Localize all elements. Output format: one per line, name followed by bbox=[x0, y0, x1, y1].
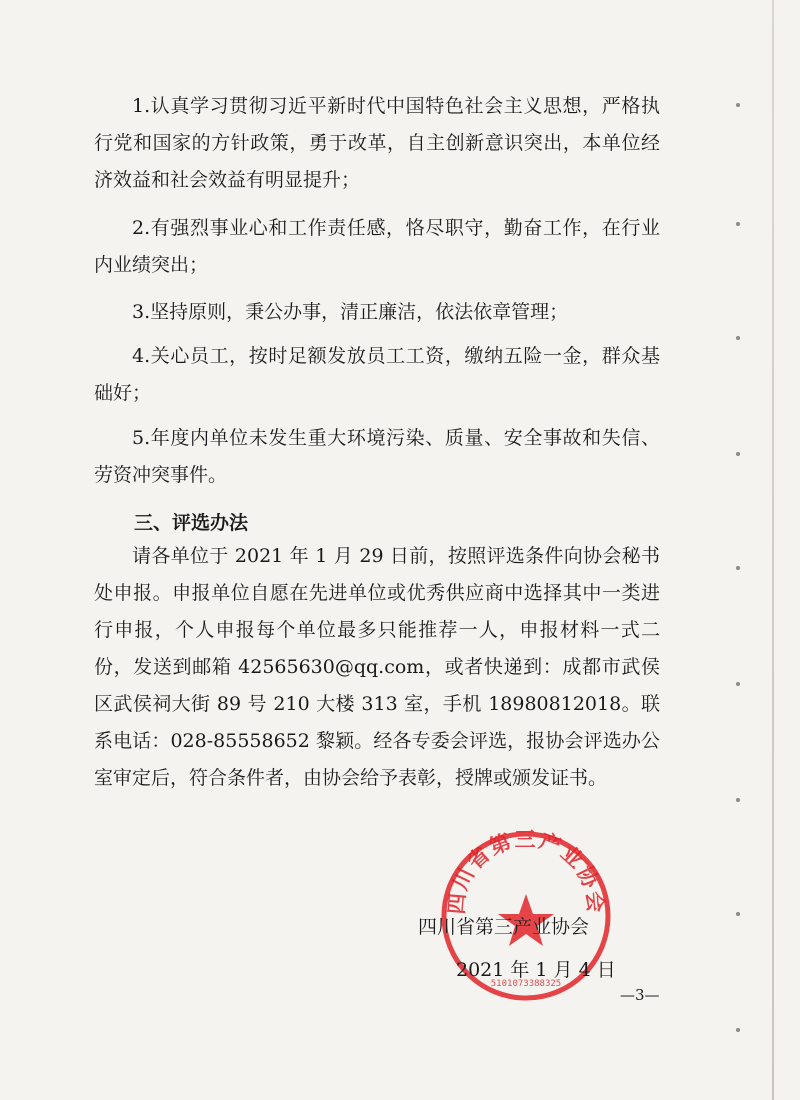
criteria-item-2: 2.有强烈事业心和工作责任感，恪尽职守，勤奋工作，在行业内业绩突出； bbox=[94, 217, 660, 276]
binding-mark bbox=[736, 452, 740, 456]
binding-mark bbox=[736, 222, 740, 226]
criteria-item-1: 1.认真学习贯彻习近平新时代中国特色社会主义思想，严格执行党和国家的方针政策，勇于改革，自主创新意识突出，本单位经济效益和社会效益有明显提升； bbox=[94, 95, 660, 191]
criteria-item-5: 5.年度内单位未发生重大环境污染、质量、安全事故和失信、劳资冲突事件。 bbox=[94, 427, 660, 486]
binding-mark bbox=[736, 798, 740, 802]
binding-mark bbox=[736, 336, 740, 340]
method-paragraph: 请各单位于 2021 年 1 月 29 日前，按照评选条件向协会秘书处申报。申报单位自愿在先进单位或优秀供应商中选择其中一类进行申报，个人申报每个单位最多只能推荐一人，申报材料一式二份，发送到邮箱 42565630@qq.com，或者快递到：成都市武侯区武侯祠大街 89 号 210 大楼 313 室，手机 18980812018。联系电话：028-85558652 黎颖。经各专委会评选，报协会评选办公室审定后，符合条件者，由协会给予表彰，授牌或颁发证书。 bbox=[94, 545, 660, 789]
section-heading: 三、评选办法 bbox=[134, 512, 249, 534]
criteria-item-4: 4.关心员工，按时足额发放员工工资，缴纳五险一金，群众基础好； bbox=[94, 345, 660, 404]
binding-mark bbox=[736, 566, 740, 570]
binding-mark bbox=[736, 103, 740, 107]
signer-organization: 四川省第三产业协会 bbox=[418, 916, 590, 938]
seal-text: 四川省第三产业协会 bbox=[444, 828, 608, 916]
signature-date: 2021 年 1 月 4 日 bbox=[456, 959, 616, 981]
seal-serial: 5101073388325 bbox=[490, 979, 562, 989]
page-number: —3— bbox=[620, 986, 660, 1004]
binding-mark bbox=[736, 1028, 740, 1032]
criteria-item-3: 3.坚持原则，秉公办事，清正廉洁，依法依章管理； bbox=[132, 301, 569, 323]
page-edge-shadow bbox=[772, 0, 774, 1100]
binding-mark bbox=[736, 682, 740, 686]
binding-mark bbox=[736, 912, 740, 916]
